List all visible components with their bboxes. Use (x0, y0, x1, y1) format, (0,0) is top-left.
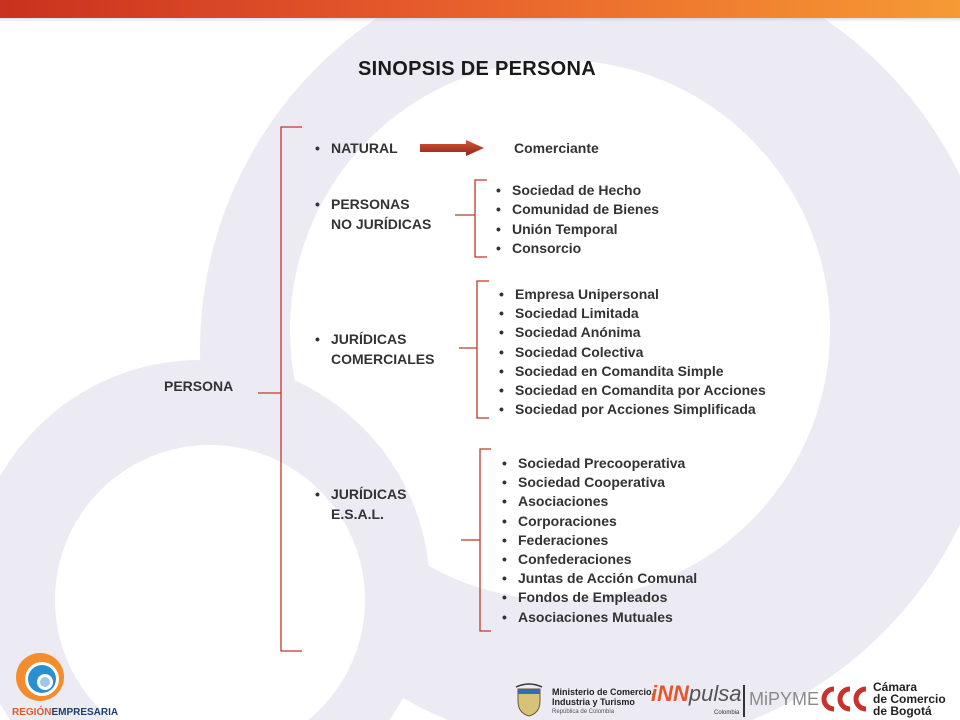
region-empresaria-logo-icon (12, 649, 68, 705)
ministerio-line: Ministerio de Comercio, (552, 687, 655, 697)
comerciales-list (499, 285, 766, 419)
category-label: NO JURÍDICAS (331, 216, 432, 232)
category-label: JURÍDICAS (331, 331, 407, 347)
logo-divider (743, 685, 745, 717)
list-item: • Corporaciones (502, 512, 697, 531)
bullet: • (315, 140, 320, 156)
list-item: • Asociaciones (502, 492, 697, 511)
list-item: • Empresa Unipersonal (499, 285, 766, 304)
list-item: • Consorcio (496, 239, 659, 258)
slide-title: SINOPSIS DE PERSONA (358, 58, 596, 80)
category-juridicas-esal (315, 484, 407, 524)
bullet: • (315, 486, 320, 502)
no-juridicas-bracket (475, 180, 487, 257)
region-word: REGIÓN (12, 707, 52, 718)
ministerio-sub: República de Colombia (552, 709, 615, 715)
natural-result: Comerciante (514, 140, 599, 156)
mipyme-logo: MiPYME (749, 689, 820, 709)
category-juridicas-comerciales (315, 329, 435, 369)
list-item: • Juntas de Acción Comunal (502, 569, 697, 588)
category-natural (315, 138, 398, 158)
ccb-line: Cámara (873, 680, 918, 694)
colombia-shield-icon (514, 683, 544, 717)
list-item: • Fondos de Empleados (502, 588, 697, 607)
innpulsa-pulsa: pulsa (688, 681, 742, 706)
ccb-line: de Comercio (873, 692, 946, 706)
list-item: • Unión Temporal (496, 220, 659, 239)
category-label: NATURAL (331, 140, 398, 156)
ccb-line: de Bogotá (873, 704, 932, 718)
bullet: • (315, 196, 320, 212)
no-juridicas-list (496, 181, 659, 258)
category-label: PERSONAS (331, 196, 410, 212)
list-item: • Sociedad en Comandita Simple (499, 362, 766, 381)
list-item: • Confederaciones (502, 550, 697, 569)
esal-list (502, 454, 697, 627)
list-item: • Sociedad Precooperativa (502, 454, 697, 473)
footer-logos (0, 645, 960, 720)
innpulsa-inn: iNN (651, 681, 689, 706)
list-item: • Sociedad Cooperativa (502, 473, 697, 492)
region-empresaria-logo (12, 649, 122, 719)
innpulsa-logo (651, 681, 741, 707)
category-no-juridicas (315, 194, 432, 234)
list-item: • Federaciones (502, 531, 697, 550)
region-empresaria-wordmark (12, 707, 118, 718)
right-arrow-icon (420, 140, 484, 156)
list-item: • Sociedad Limitada (499, 304, 766, 323)
list-item: • Comunidad de Bienes (496, 200, 659, 219)
comerciales-bracket (477, 281, 489, 418)
ccb-logo-icon (818, 683, 870, 715)
ministerio-line: Industria y Turismo (552, 697, 635, 707)
list-item: • Asociaciones Mutuales (502, 608, 697, 627)
list-item: • Sociedad de Hecho (496, 181, 659, 200)
main-bracket (281, 127, 302, 651)
list-item: • Sociedad por Acciones Simplificada (499, 400, 766, 419)
category-label: COMERCIALES (331, 351, 435, 367)
category-label: JURÍDICAS (331, 486, 407, 502)
category-label: E.S.A.L. (331, 506, 384, 522)
esal-bracket (480, 449, 491, 631)
list-item: • Sociedad Anónima (499, 323, 766, 342)
list-item: • Sociedad en Comandita por Acciones (499, 381, 766, 400)
list-item: • Sociedad Colectiva (499, 343, 766, 362)
bullet: • (315, 331, 320, 347)
ministerio-logo (552, 687, 654, 717)
ccb-wordmark (873, 681, 946, 717)
root-label: PERSONA (164, 378, 234, 394)
empresaria-word: EMPRESARIA (51, 707, 119, 718)
innpulsa-sub: Colombia (714, 710, 740, 716)
